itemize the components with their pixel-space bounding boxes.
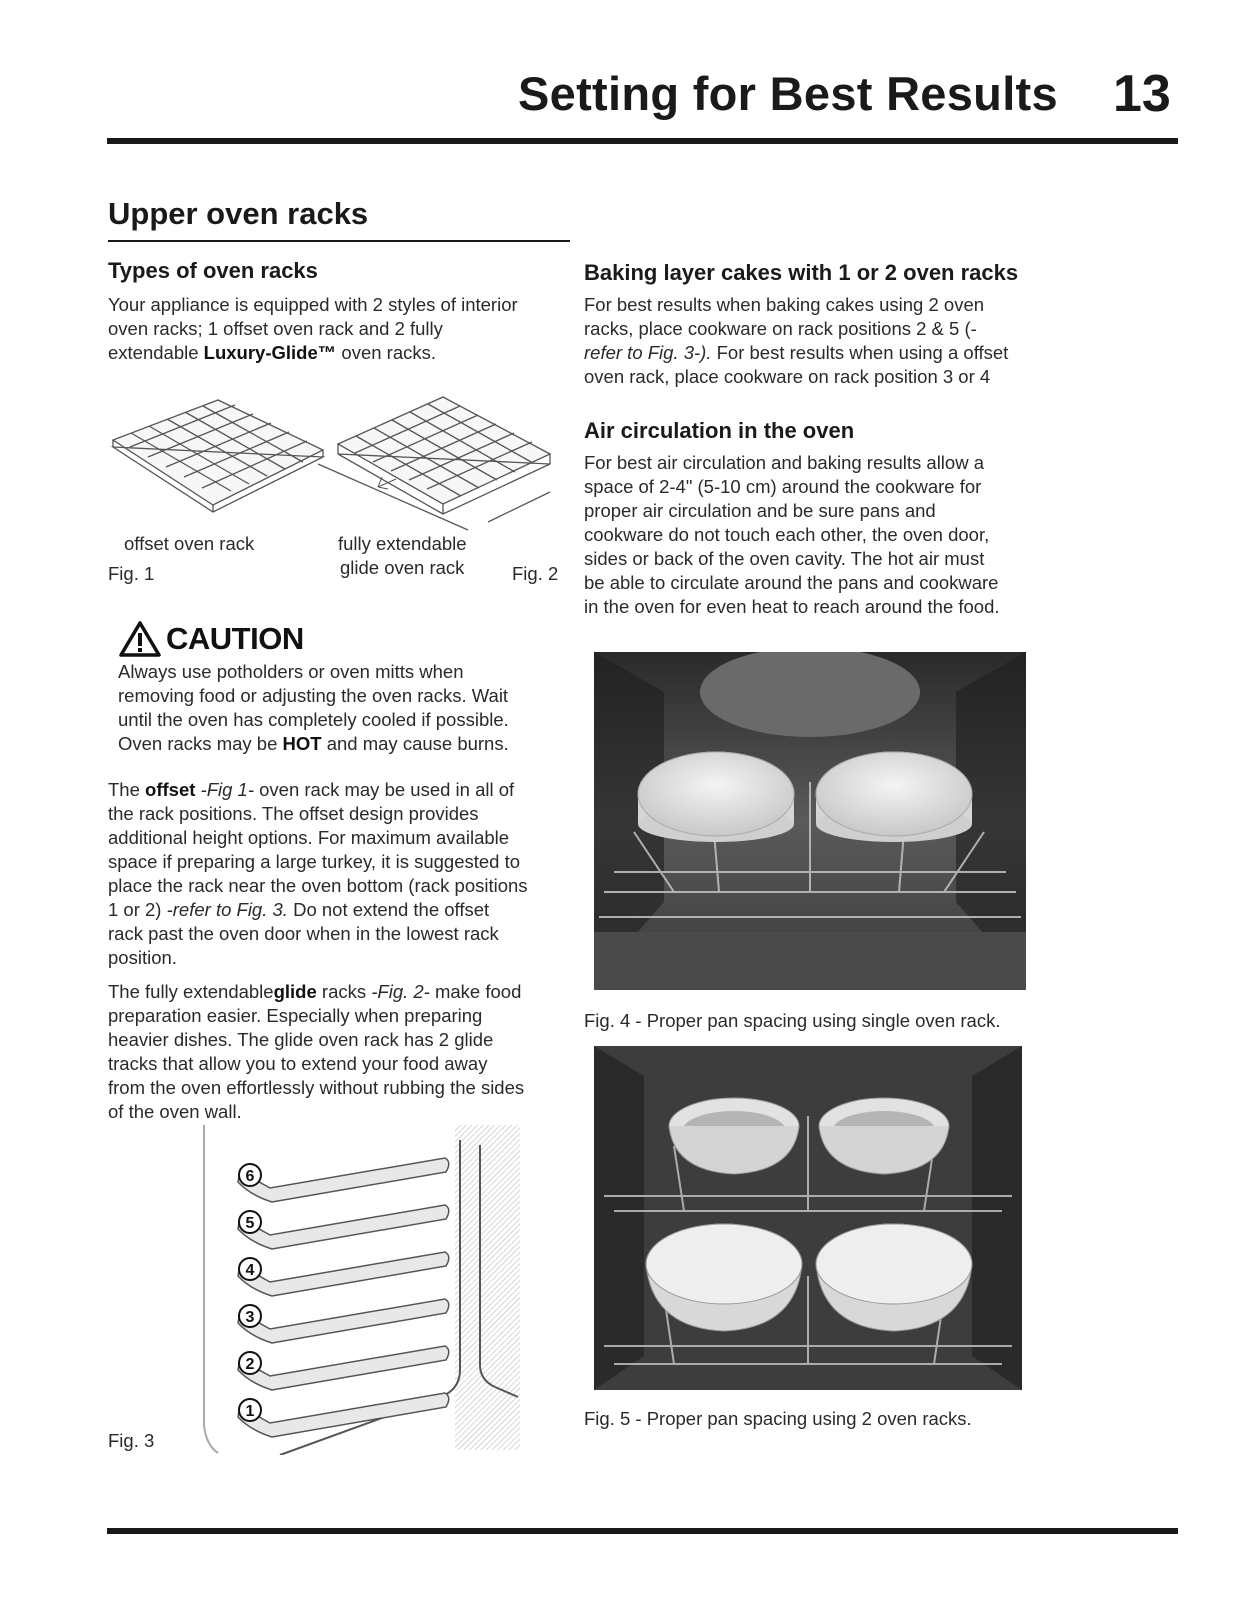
caution-line-4-pre: Oven racks may be [118, 733, 283, 754]
rack-position-label-2: 2 [245, 1356, 255, 1373]
fig5-caption: Fig. 5 - Proper pan spacing using 2 oven racks. [584, 1408, 972, 1429]
rack-position-label-3: 3 [245, 1309, 255, 1326]
glide-line-6: of the oven wall. [108, 1101, 242, 1122]
fig4-caption: Fig. 4 - Proper pan spacing using single oven rack. [584, 1010, 1001, 1031]
baking-line-3-post: For best results when using a offset [711, 342, 1009, 363]
offset-line-3: additional height options. For maximum available [108, 827, 510, 848]
air-paragraph [584, 451, 1064, 619]
footer-rule [107, 1528, 1178, 1534]
fig2-id: Fig. 2 [512, 563, 559, 584]
types-heading: Types of oven racks [108, 258, 318, 283]
air-heading: Air circulation in the oven [584, 418, 855, 443]
caution-line-3: until the oven has completely cooled if possible. [118, 709, 509, 730]
rack-position-label-1: 1 [245, 1403, 255, 1420]
rack-rail-1 [238, 1393, 449, 1437]
luxury-glide-term: Luxury-Glide™ [203, 342, 337, 363]
offset-rack-illustration [108, 395, 328, 530]
glide-line-1-mid: racks [316, 981, 372, 1002]
air-line-6: be able to circulate around the pans and cookware [584, 572, 999, 593]
glide-line-1-post: make food [429, 981, 522, 1002]
caution-text [118, 660, 578, 756]
offset-line-6-ref: -refer to Fig. 3. [166, 899, 288, 920]
caution-line-4-post: and may cause burns. [321, 733, 509, 754]
offset-line-1 [108, 778, 578, 802]
glide-paragraph [108, 980, 578, 1124]
fig2-label-line-2: glide oven rack [340, 557, 465, 578]
section-rule [108, 240, 570, 242]
header-rule [107, 138, 1178, 144]
rack-position-label-4: 4 [245, 1262, 255, 1279]
types-line-3-post: oven racks. [336, 342, 437, 363]
offset-paragraph [108, 778, 578, 970]
baking-line-3 [584, 341, 1064, 365]
glide-line-3: heavier dishes. The glide oven rack has 2 glide [108, 1029, 494, 1050]
offset-term: offset [145, 779, 196, 800]
baking-line-4: oven rack, place cookware on rack position 3 or 4 [584, 366, 991, 387]
glide-rack-illustration [318, 392, 558, 532]
oven-side-wall [455, 1125, 520, 1450]
offset-line-2: the rack positions. The offset design provides [108, 803, 479, 824]
types-line-3-pre: extendable [108, 342, 204, 363]
rack-position-label-6: 6 [245, 1168, 255, 1185]
caution-line-2: removing food or adjusting the oven racks. Wait [118, 685, 509, 706]
types-line-3 [108, 341, 578, 365]
glide-fig-ref: -Fig. 2- [371, 981, 430, 1002]
rack-rail-3 [238, 1299, 449, 1343]
caution-word: CAUTION [166, 621, 304, 656]
rack-rail-5 [238, 1205, 449, 1249]
glide-line-4: tracks that allow you to extend your food away [108, 1053, 488, 1074]
air-line-3: proper air circulation and be sure pans and [584, 500, 936, 521]
types-line-2: oven racks; 1 offset oven rack and 2 fully [108, 318, 443, 339]
offset-fig-ref: -Fig 1- [195, 779, 254, 800]
page-number: 13 [1113, 65, 1171, 123]
glide-line-5: from the oven effortlessly without rubbing the sides [108, 1077, 525, 1098]
glide-line-2: preparation easier. Especially when preparing [108, 1005, 483, 1026]
air-line-4: cookware do not touch each other, the oven door, [584, 524, 990, 545]
offset-line-6-pre: 1 or 2) [108, 899, 167, 920]
offset-line-6 [108, 898, 578, 922]
fig2-label-line-1: fully extendable [338, 533, 467, 554]
baking-paragraph [584, 293, 1064, 389]
air-line-5: sides or back of the oven cavity. The hot air must [584, 548, 985, 569]
rack-rail-4 [238, 1252, 449, 1296]
warning-triangle-icon [118, 620, 162, 658]
two-rack-photo [594, 1046, 1022, 1390]
types-line-1: Your appliance is equipped with 2 styles of interior [108, 294, 518, 315]
fig1-id: Fig. 1 [108, 563, 155, 584]
baking-line-1: For best results when baking cakes using 2 oven [584, 294, 985, 315]
offset-line-7: rack past the oven door when in the lowest rack [108, 923, 499, 944]
baking-heading: Baking layer cakes with 1 or 2 oven racks [584, 260, 1019, 285]
caution-header [118, 620, 304, 658]
offset-line-1-post: oven rack may be used in all of [254, 779, 515, 800]
glide-line-1 [108, 980, 578, 1004]
offset-line-8: position. [108, 947, 177, 968]
rack-rail-2 [238, 1346, 449, 1390]
baking-fig-ref: refer to Fig. 3-). [584, 342, 712, 363]
fig1-label: offset oven rack [124, 533, 255, 554]
rack-position-label-5: 5 [245, 1215, 255, 1232]
caution-line-4 [118, 732, 578, 756]
offset-line-1-pre: The [108, 779, 146, 800]
air-line-7: in the oven for even heat to reach around the food. [584, 596, 1000, 617]
baking-line-2: racks, place cookware on rack positions 2 & 5 (- [584, 318, 977, 339]
rack-positions-diagram [200, 1125, 520, 1455]
offset-line-5: place the rack near the oven bottom (rack positions [108, 875, 528, 896]
air-line-2: space of 2-4" (5-10 cm) around the cookware for [584, 476, 982, 497]
hot-word: HOT [282, 733, 322, 754]
offset-line-4: space if preparing a large turkey, it is suggested to [108, 851, 521, 872]
air-line-1: For best air circulation and baking results allow a [584, 452, 984, 473]
glide-term: glide [273, 981, 317, 1002]
fig3-id: Fig. 3 [108, 1430, 155, 1451]
page-title: Setting for Best Results [518, 67, 1058, 120]
rack-rail-6 [238, 1158, 449, 1202]
types-paragraph [108, 293, 578, 365]
glide-line-1-pre: The fully extendable [108, 981, 274, 1002]
caution-line-1: Always use potholders or oven mitts when [118, 661, 464, 682]
single-rack-photo [594, 652, 1026, 990]
rack-rails [238, 1158, 449, 1437]
section-title: Upper oven racks [108, 196, 369, 231]
offset-line-6-post: Do not extend the offset [287, 899, 490, 920]
